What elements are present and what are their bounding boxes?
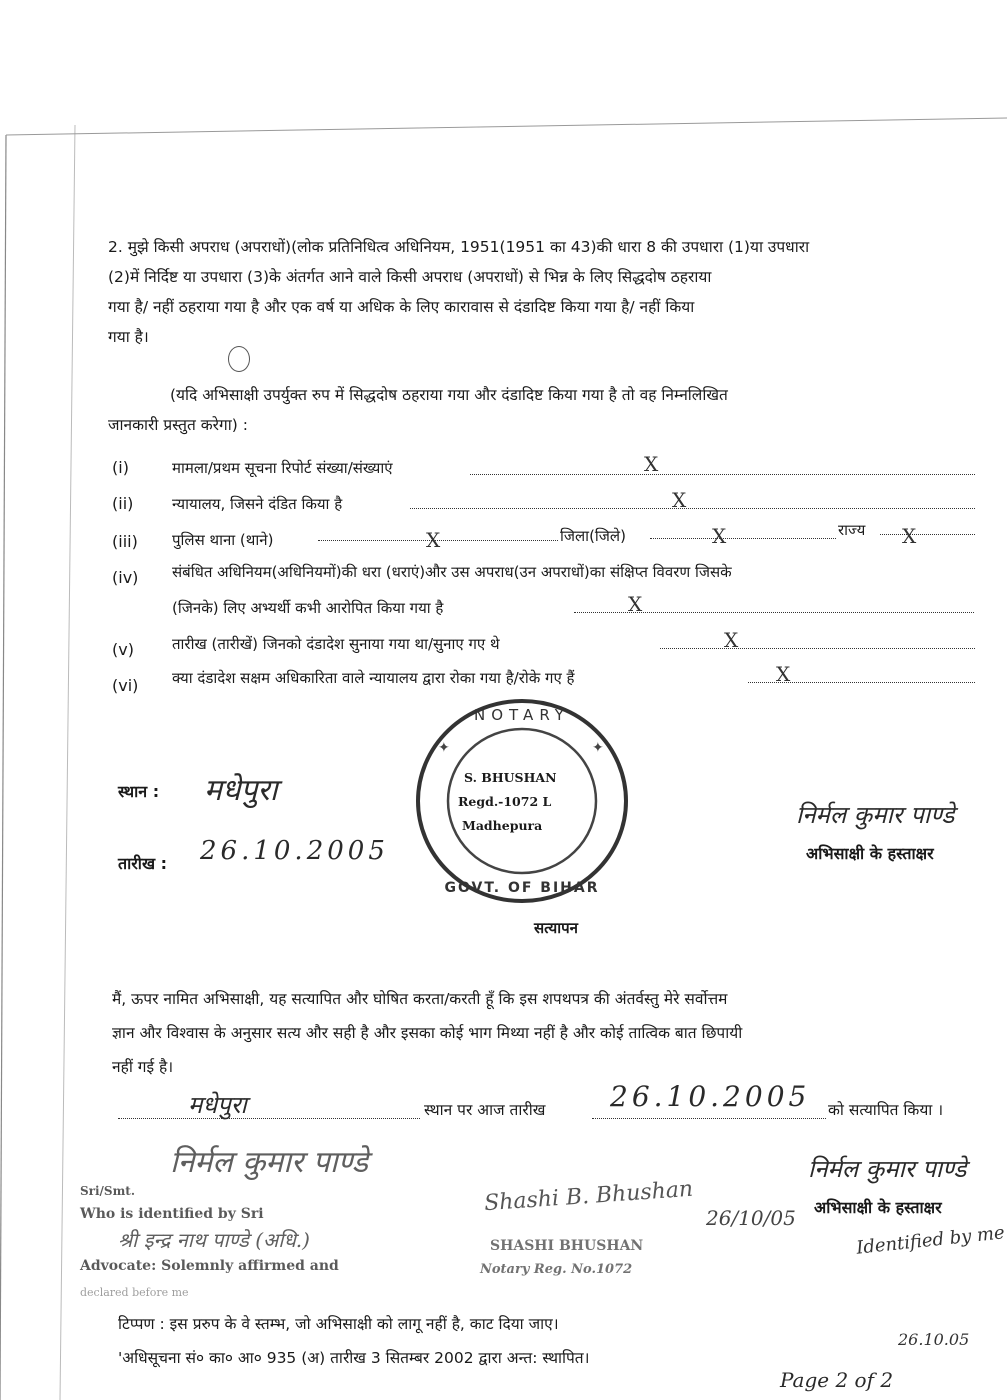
cross-mark: X [724,628,739,652]
date-label: तारीख : [118,854,168,873]
item-text: पुलिस थाना (थाने) [172,531,274,549]
footer-notification: 'अधिसूचना सं० का० आ० 935 (अ) तारीख 3 सितम्बर 2002 द्वारा अन्त: स्थापित। [118,1349,590,1367]
seal-line3: Madhepura [462,818,543,833]
notary-name-stamp: SHASHI BHUSHAN [490,1238,644,1254]
notary-signature-date: 26/10/05 [706,1206,796,1230]
verification-line: ज्ञान और विश्वास के अनुसार सत्य और सही है और इसका कोई भाग मिथ्या नहीं है और कोई तात्विक बात छिपायी [112,1024,743,1042]
fill-line [650,538,836,539]
item-text: क्या दंडादेश सक्षम अधिकारिता वाले न्यायालय द्वारा रोका गया है/रोके गए हैं [172,669,575,687]
verification-paragraph [112,982,978,1084]
cross-mark: X [644,452,659,476]
seal-top-text: NOTARY [474,706,570,724]
verification-verified-text: को सत्यापित किया । [828,1101,944,1119]
item-number: (iii) [112,532,138,551]
item-text-state: राज्य [838,521,866,539]
verification-place-text: स्थान पर आज तारीख [424,1101,546,1119]
deponent-signature-handwritten: निर्मल कुमार पाण्डे [796,801,955,829]
note-line: (यदि अभिसाक्षी उपर्युक्त रुप में सिद्धदोष ठहराया गया और दंडादिष्ट किया गया है तो वह निम्नलिखित [170,386,728,404]
affirmation-stamp [80,1145,480,1310]
seal-bottom-text: GOVT. OF BIHAR [444,880,600,896]
cross-mark: X [902,524,917,548]
cross-mark: X [672,488,687,512]
item-text-district: जिला(जिले) [560,527,626,545]
item-number: (i) [112,458,129,477]
affirmation-line2: Who is identified by Sri [80,1206,264,1222]
note-line: जानकारी प्रस्तुत करेगा) : [108,416,248,434]
svg-text:✦: ✦ [438,740,450,756]
place-handwritten: मधेपुरा [204,773,278,808]
identification-date-handwritten: 26.10.05 [898,1330,970,1349]
verification-place-handwritten: मधेपुरा [188,1091,247,1119]
affirmation-line1-label: Sri/Smt. [80,1184,136,1198]
deponent-signature-label: अभिसाक्षी के हस्ताक्षर [806,844,934,863]
footer-note: टिप्पण : इस प्ररुप के वे स्तम्भ, जो अभिसाक्षी को लागू नहीं है, काट दिया जाए। [118,1315,559,1333]
verification-line: नहीं गई है। [112,1058,174,1076]
affirmation-name-handwritten: निर्मल कुमार पाण्डे [170,1145,368,1180]
date-handwritten: 26.10.2005 [200,836,389,866]
item-text-line2: (जिनके) लिए अभ्यर्थी कभी आरोपित किया गया है [172,599,444,617]
fill-line [660,648,975,649]
svg-text:✦: ✦ [592,740,604,756]
item-text: तारीख (तारीखें) जिनको दंडादेश सुनाया गया था/सुनाए गए थे [172,635,500,653]
item-text: संबंधित अधिनियम(अधिनियमों)की धरा (धराएं)और उस अपराध(उन अपराधों)का संक्षिप्त विवरण जिसके [172,563,732,581]
cross-mark: X [776,662,791,686]
cross-mark: X [628,592,643,616]
item-number: (v) [112,640,134,659]
notary-reg-stamp: Notary Reg. No.1072 [480,1262,633,1277]
identification-note-handwritten: Identified by me [855,1222,1006,1259]
affirmation-line3: Advocate: Solemnly affirmed and [80,1258,339,1274]
notary-signature-handwritten: Shashi B. Bhushan [483,1176,694,1217]
para2-line: गया है/ नहीं ठहराया गया है और एक वर्ष या अधिक के लिए कारावास से दंडादिष्ट किया गया है/ नहीं किया [108,298,695,316]
notary-round-seal [412,696,632,906]
page-number-handwritten: Page 2 of 2 [780,1368,894,1392]
small-seal-mark [228,346,250,372]
fill-line [880,534,975,535]
item-number: (vi) [112,676,139,695]
seal-line1: S. BHUSHAN [464,770,557,785]
verification-signature-label: अभिसाक्षी के हस्ताक्षर [814,1198,942,1217]
item-text: न्यायालय, जिसने दंडित किया है [172,495,343,513]
affirmation-identifier-handwritten: श्री इन्द्र नाथ पाण्डे (अधि.) [118,1228,310,1252]
paragraph-note [108,380,978,440]
para2-line: गया है। [108,328,149,346]
verification-signature-handwritten: निर्मल कुमार पाण्डे [808,1155,967,1183]
affirmation-line4: declared before me [80,1286,189,1299]
verification-place-line [118,1118,420,1119]
verification-date-line [592,1118,826,1119]
fill-line [470,474,975,475]
para2-line: 2. मुझे किसी अपराध (अपराधों)(लोक प्रतिनिधित्व अधिनियम, 1951(1951 का 43)की धारा 8 की उपधारा (1)या उपधारा [108,238,810,256]
seal-line2: Regd.-1072 L [458,794,552,809]
paragraph-2 [108,232,978,352]
verification-line: मैं, ऊपर नामित अभिसाक्षी, यह सत्यापित और घोषित करता/करती हूँ कि इस शपथपत्र की अंतर्वस्तु मेरे सर्वोत्तम [112,990,728,1008]
cross-mark: X [426,528,441,552]
verification-title: सत्यापन [534,919,578,937]
verification-date-handwritten: 26.10.2005 [610,1080,811,1113]
item-text: मामला/प्रथम सूचना रिपोर्ट संख्या/संख्याएं [172,459,393,477]
para2-line: (2)में निर्दिष्ट या उपधारा (3)के अंतर्गत आने वाले किसी अपराध (अपराधों) से भिन्न के लिए सिद्धदोष ठहराया [108,268,712,286]
item-number: (iv) [112,568,139,587]
item-number: (ii) [112,494,134,513]
fill-line [410,508,975,509]
cross-mark: X [712,524,727,548]
place-label: स्थान : [118,782,160,801]
